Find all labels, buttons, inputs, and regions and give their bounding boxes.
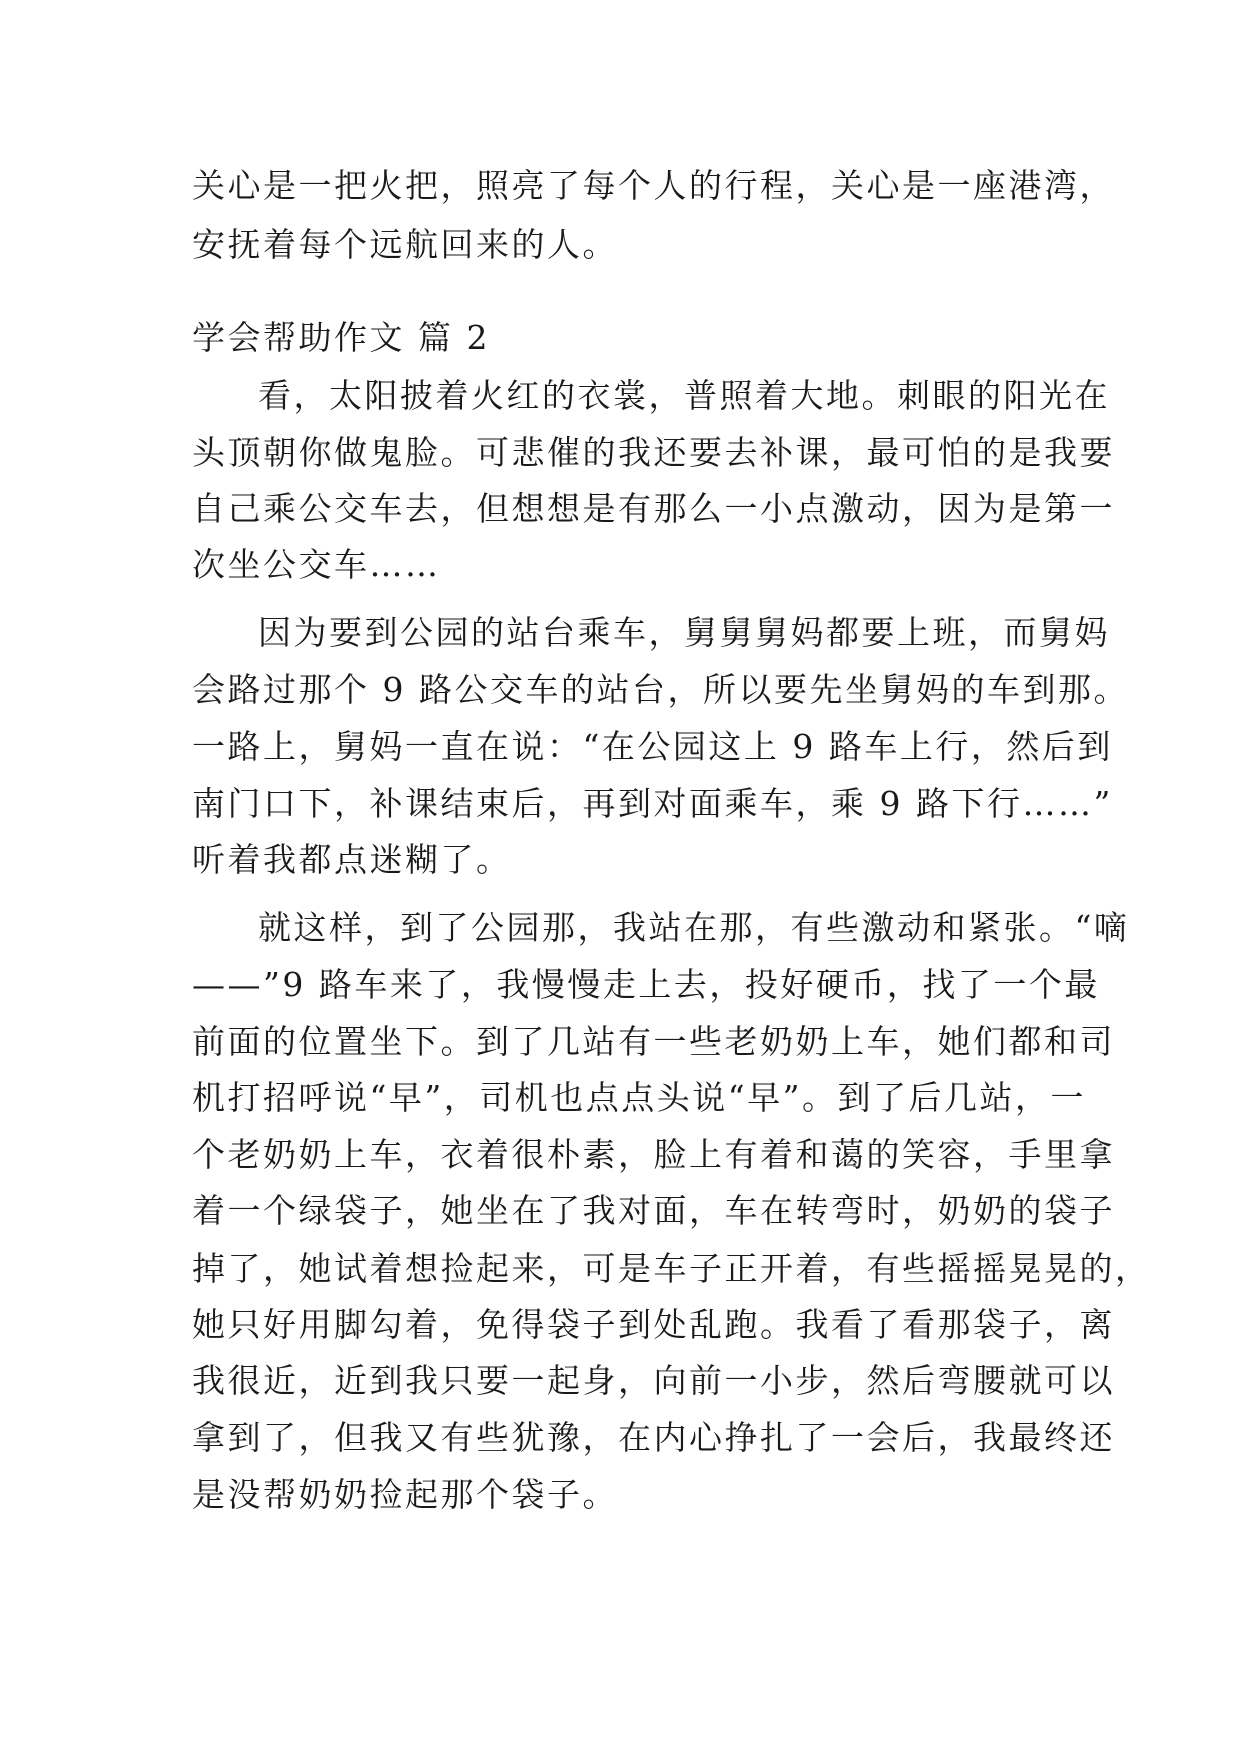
text-line: 是没帮奶奶捡起那个袋子。 <box>192 1475 618 1514</box>
text-line: 因为要到公园的站台乘车，舅舅舅妈都要上班，而舅妈 <box>258 613 1110 652</box>
text-line: 自己乘公交车去，但想想是有那么一小点激动，因为是第一 <box>192 489 1115 528</box>
text-line: 安抚着每个远航回来的人。 <box>192 225 618 264</box>
text-line: ——”9 路车来了，我慢慢走上去，投好硬币，找了一个最 <box>192 965 1100 1004</box>
text-line: 我很近，近到我只要一起身，向前一小步，然后弯腰就可以 <box>192 1361 1115 1400</box>
text-line: 个老奶奶上车，衣着很朴素，脸上有着和蔼的笑容，手里拿 <box>192 1135 1115 1174</box>
text-line: 掉了，她试着想捡起来，可是车子正开着，有些摇摇晃晃的， <box>192 1249 1151 1288</box>
text-line: 次坐公交车…… <box>192 545 441 584</box>
text-line: 就这样，到了公园那，我站在那，有些激动和紧张。“嘀 <box>258 908 1130 947</box>
text-line: 拿到了，但我又有些犹豫，在内心挣扎了一会后，我最终还 <box>192 1418 1115 1457</box>
text-line: 前面的位置坐下。到了几站有一些老奶奶上车，她们都和司 <box>192 1022 1115 1061</box>
text-line: 她只好用脚勾着，免得袋子到处乱跑。我看了看那袋子，离 <box>192 1305 1115 1344</box>
text-line: 南门口下，补课结束后，再到对面乘车，乘 9 路下行……” <box>192 784 1113 823</box>
section-title: 学会帮助作文 篇 2 <box>192 318 490 357</box>
text-line: 听着我都点迷糊了。 <box>192 840 512 879</box>
text-line: 头顶朝你做鬼脸。可悲催的我还要去补课，最可怕的是我要 <box>192 433 1115 472</box>
text-line: 一路上，舅妈一直在说：“在公园这上 9 路车上行，然后到 <box>192 727 1113 766</box>
text-line: 机打招呼说“早”，司机也点点头说“早”。到了后几站，一 <box>192 1078 1086 1117</box>
text-line: 看，太阳披着火红的衣裳，普照着大地。刺眼的阳光在 <box>258 376 1110 415</box>
text-line: 会路过那个 9 路公交车的站台，所以要先坐舅妈的车到那。 <box>192 670 1129 709</box>
text-line: 关心是一把火把，照亮了每个人的行程，关心是一座港湾， <box>192 166 1115 205</box>
text-line: 着一个绿袋子，她坐在了我对面，车在转弯时，奶奶的袋子 <box>192 1191 1115 1230</box>
